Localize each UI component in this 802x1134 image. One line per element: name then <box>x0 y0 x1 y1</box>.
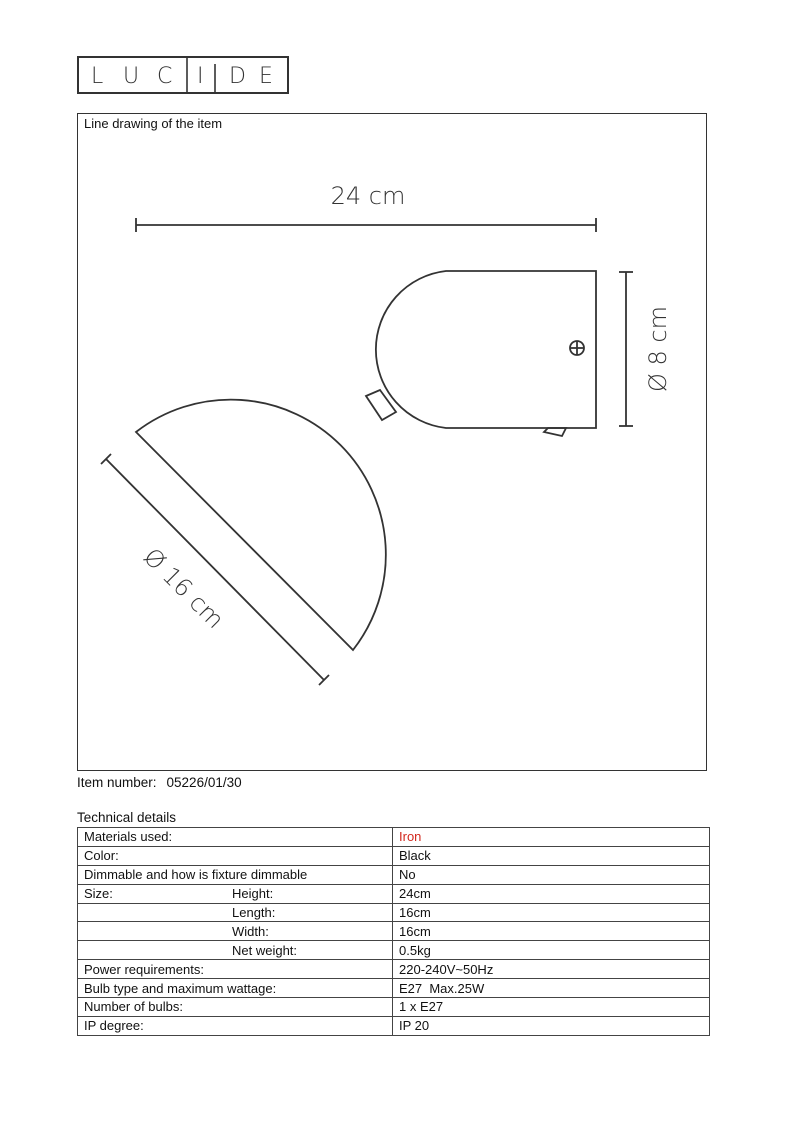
spec-key: Bulb type and maximum wattage: <box>78 979 393 998</box>
spec-value: IP 20 <box>393 1016 710 1035</box>
logo-letter: L <box>91 64 104 89</box>
spec-key-with-sub <box>78 884 393 903</box>
logo-letter: I <box>197 64 204 89</box>
line-drawing-panel <box>77 113 707 771</box>
spec-key-with-sub <box>78 903 393 922</box>
spec-value: 16cm <box>393 922 710 941</box>
spec-value: Iron <box>393 828 710 847</box>
spec-value: No <box>393 865 710 884</box>
item-number-value: 05226/01/30 <box>166 775 242 790</box>
item-number-label: Item number: <box>77 775 157 790</box>
lamp-line-drawing <box>78 114 708 772</box>
spec-value: 0.5kg <box>393 941 710 960</box>
spec-key-with-sub <box>78 941 393 960</box>
spec-subkey: Net weight: <box>232 942 298 958</box>
table-row <box>78 1016 710 1035</box>
spec-subkey: Width: <box>232 923 269 939</box>
logo-letter: D <box>229 64 246 89</box>
table-row <box>78 903 710 922</box>
spec-subkey: Height: <box>232 886 274 902</box>
spec-key: Size: <box>84 886 113 902</box>
table-row <box>78 846 710 865</box>
table-row <box>78 979 710 998</box>
table-row <box>78 922 710 941</box>
table-row <box>78 865 710 884</box>
hinge-joint <box>366 390 396 420</box>
switch-icon <box>544 428 566 436</box>
dimension-label-length: 24 cm <box>330 182 406 210</box>
spec-value: 24cm <box>393 884 710 903</box>
table-row <box>78 884 710 903</box>
table-row <box>78 941 710 960</box>
logo-letter: E <box>259 64 273 89</box>
spec-value: 1 x E27 <box>393 998 710 1017</box>
table-row <box>78 998 710 1017</box>
spec-key: Color: <box>78 846 393 865</box>
spec-key-with-sub <box>78 922 393 941</box>
spec-key: Power requirements: <box>78 960 393 979</box>
spec-value: Black <box>393 846 710 865</box>
technical-details-title: Technical details <box>77 810 177 825</box>
item-number <box>77 775 242 790</box>
wall-base-outline <box>376 271 596 428</box>
table-row <box>78 960 710 979</box>
dimension-label-height: Ø 8 cm <box>644 306 672 392</box>
spec-key: IP degree: <box>78 1016 393 1035</box>
brand-logo <box>77 56 289 94</box>
drawing-caption: Line drawing of the item <box>84 116 223 131</box>
dimension-label-diameter: Ø 16 cm <box>137 542 230 635</box>
spec-value: E27 Max.25W <box>393 979 710 998</box>
lucide-logo-icon <box>79 58 287 92</box>
logo-letter: U <box>123 64 140 89</box>
spec-key: Dimmable and how is fixture dimmable <box>78 865 393 884</box>
logo-letter: C <box>157 64 173 89</box>
technical-details-table <box>77 827 710 1036</box>
spec-value: 16cm <box>393 903 710 922</box>
spec-key: Number of bulbs: <box>78 998 393 1017</box>
table-row <box>78 828 710 847</box>
dimension-line-diameter <box>106 459 324 680</box>
lamp-shade-outline <box>136 400 386 650</box>
spec-key: Materials used: <box>78 828 393 847</box>
spec-subkey: Length: <box>232 905 276 920</box>
spec-value: 220-240V~50Hz <box>393 960 710 979</box>
